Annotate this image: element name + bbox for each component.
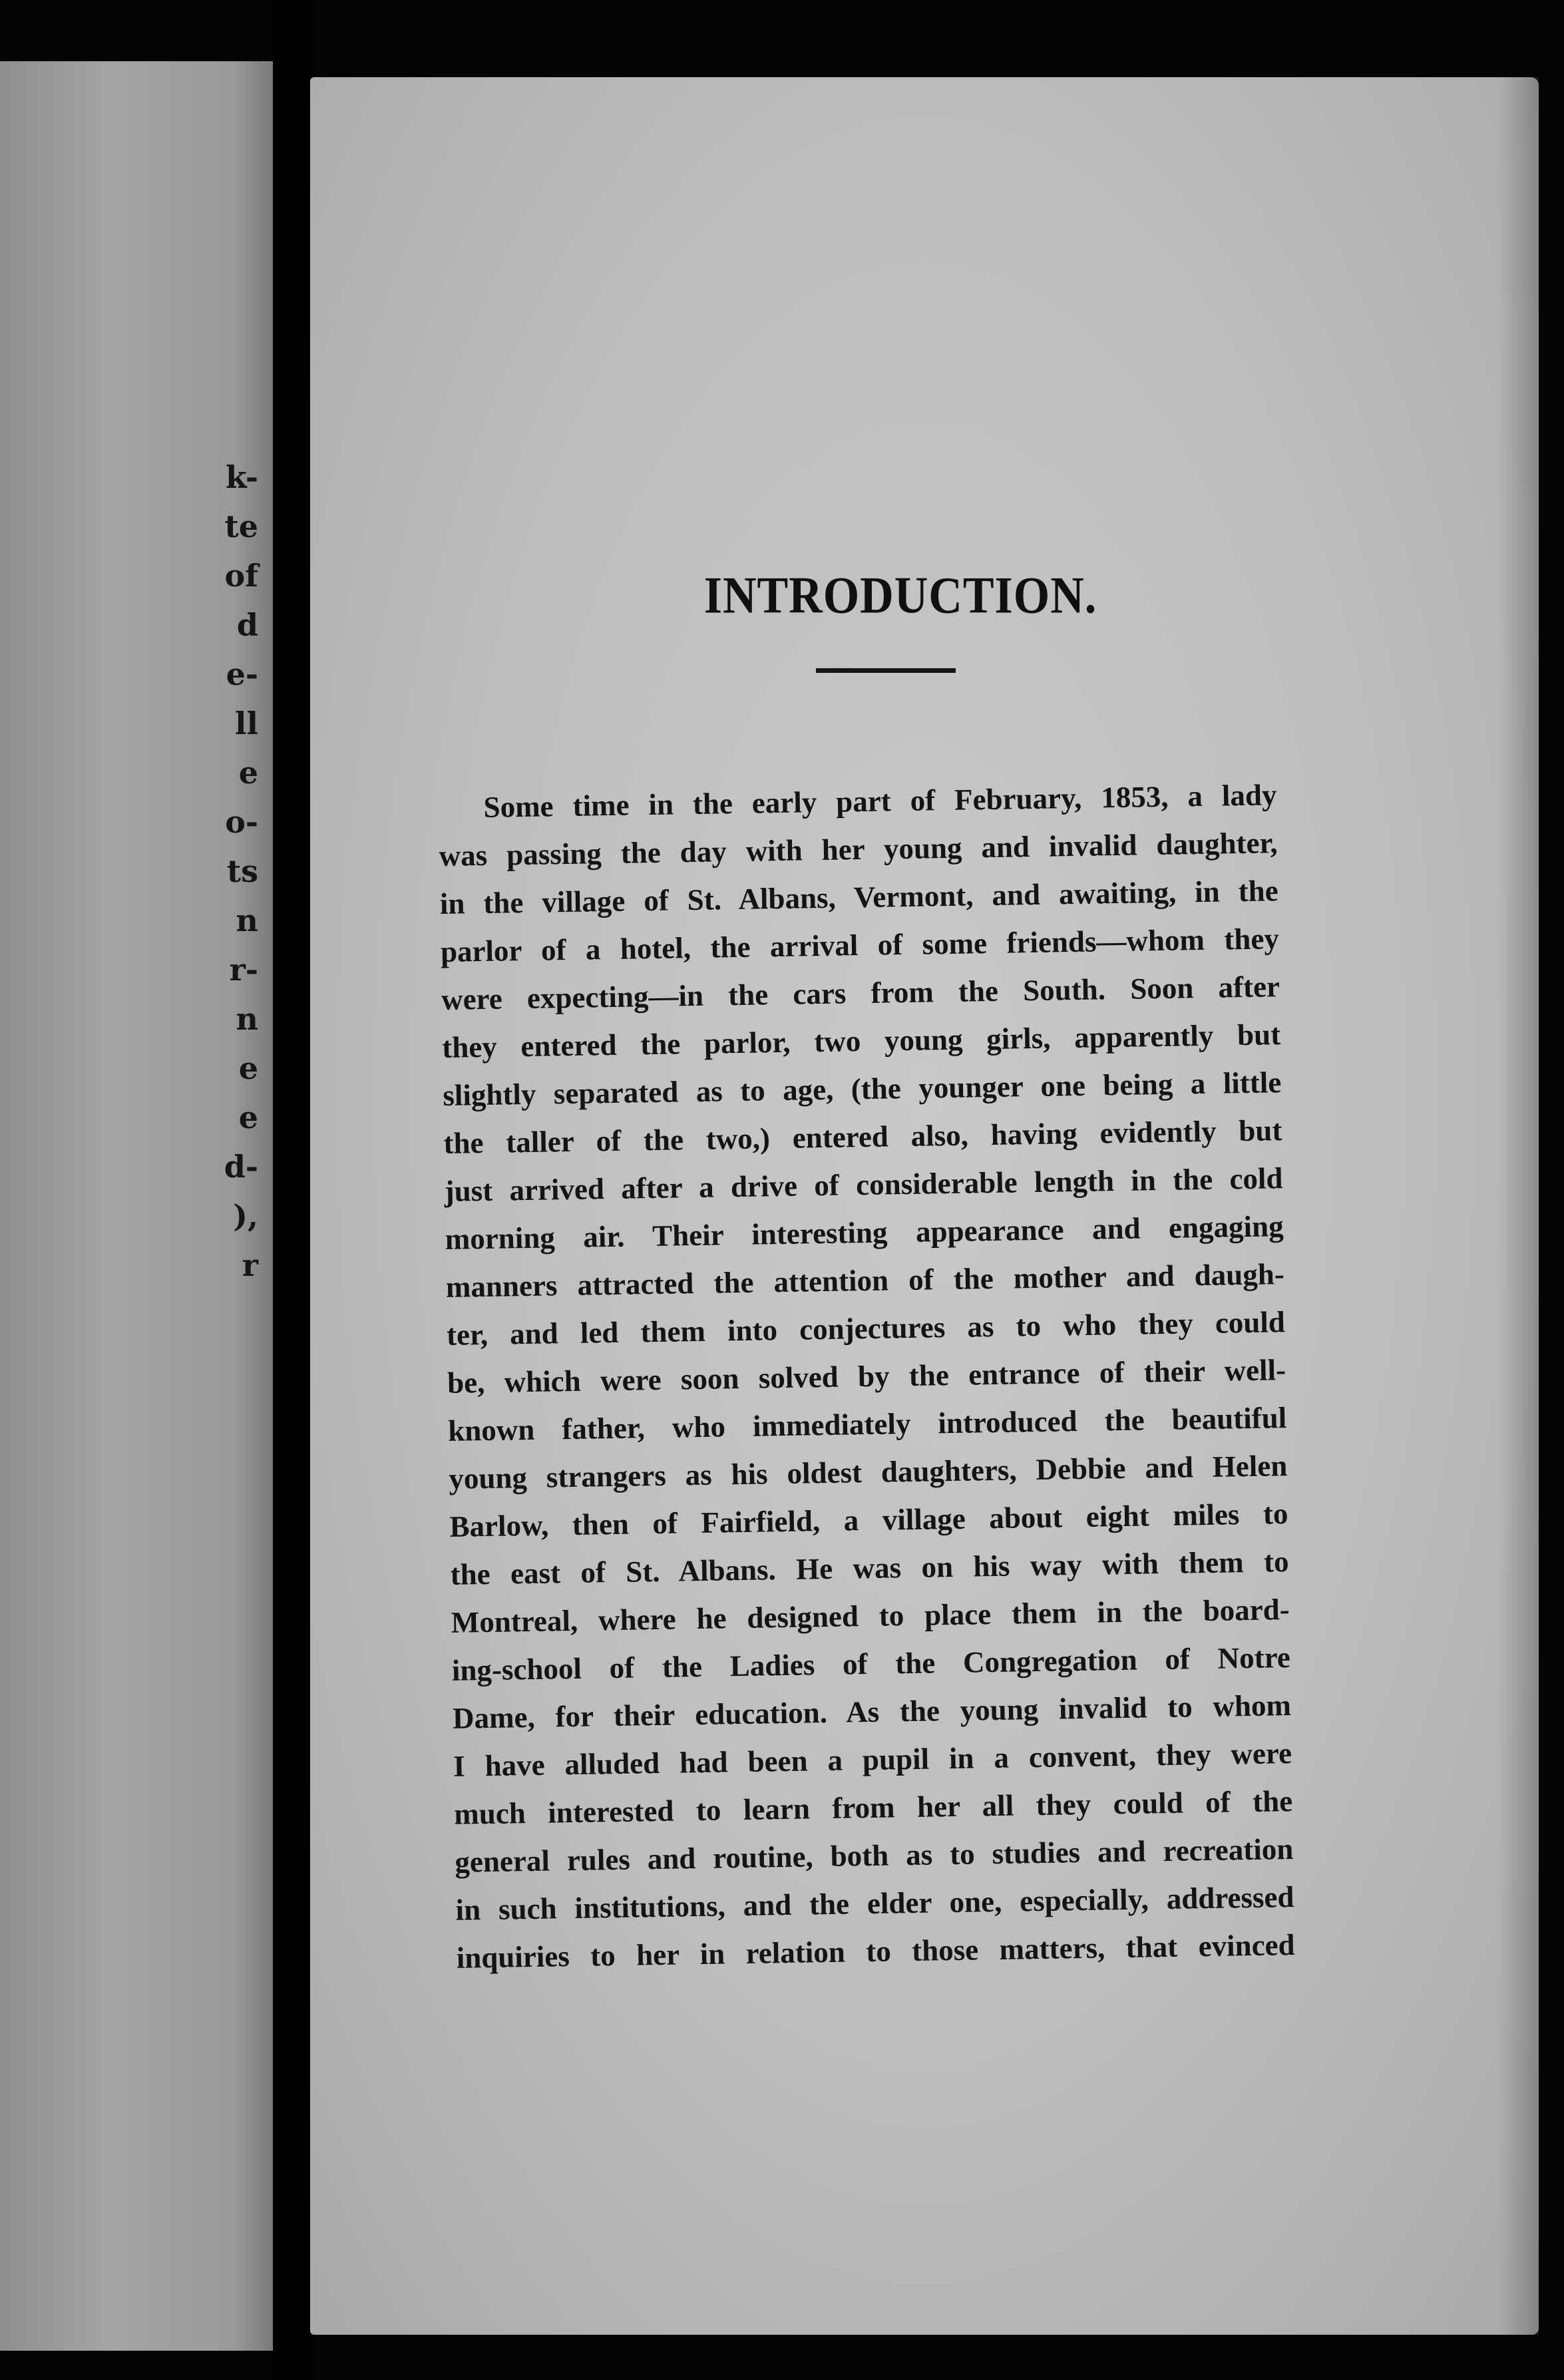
left-fragment: e [238, 755, 258, 791]
text-line: Montreal, where he designed to place them in the board- [451, 1593, 1290, 1639]
left-page-fragment [0, 61, 273, 2351]
left-fragment: te [224, 508, 258, 544]
right-page [310, 77, 1539, 2335]
page-title: INTRODUCTION. [703, 567, 1097, 625]
left-fragment: r- [229, 952, 258, 988]
left-fragment: d [236, 607, 258, 643]
text-line: ing-school of the Ladies of the Congregation of Notre [451, 1641, 1291, 1687]
text-line: was passing the day with her young and invalid daughter, [439, 826, 1278, 873]
left-fragment: ts [226, 853, 258, 889]
text-line: the east of St. Albans. He was on his way with them to [450, 1545, 1289, 1591]
left-fragment: of [224, 558, 258, 594]
text-line: known father, who immediately introduced the beautiful [447, 1401, 1287, 1448]
text-line: Some time in the early part of February, 1853, a lady [483, 778, 1277, 824]
left-fragment: r [242, 1247, 258, 1283]
text-line: young strangers as his oldest daughters, Debbie and Helen [449, 1449, 1288, 1495]
text-line: much interested to learn from her all they could of the [453, 1784, 1293, 1831]
text-line: inquiries to her in relation to those matters, that evinced [456, 1927, 1295, 1975]
title-rule [816, 668, 956, 673]
book-gutter [273, 0, 315, 2380]
text-line: I have alluded had been a pupil in a convent, they were [453, 1736, 1292, 1783]
left-fragment: e- [226, 656, 258, 692]
left-fragment: e [238, 1099, 258, 1135]
text-line: morning air. Their interesting appearance and engaging [445, 1209, 1284, 1256]
text-line: parlor of a hotel, the arrival of some friends—whom they [440, 922, 1280, 968]
left-fragment: e [238, 1050, 258, 1086]
text-line: Dame, for their education. As the young invalid to whom [452, 1688, 1292, 1735]
text-line: in such institutions, and the elder one, especially, addressed [455, 1880, 1294, 1927]
text-line: be, which were soon solved by the entrance of their well- [447, 1353, 1286, 1400]
text-line: the taller of the two,) entered also, having evidently but [443, 1113, 1282, 1160]
text-line: Barlow, then of Fairfield, a village about eight miles to [449, 1497, 1288, 1543]
text-line: manners attracted the attention of the mother and daugh- [445, 1257, 1285, 1304]
text-line: they entered the parlor, two young girls, apparently but [441, 1018, 1281, 1064]
text-line: in the village of St. Albans, Vermont, and awaiting, in the [439, 874, 1279, 920]
left-fragment: ll [235, 705, 258, 741]
text-line: general rules and routine, both as to studies and recreation [455, 1832, 1294, 1879]
left-fragment: n [236, 902, 258, 938]
left-page-line-endings [0, 61, 273, 2351]
left-fragment: o- [225, 804, 258, 840]
left-fragment: d- [224, 1149, 258, 1185]
text-line: slightly separated as to age, (the younger one being a little [442, 1066, 1282, 1112]
text-line: just arrived after a drive of considerable length in the cold [444, 1161, 1283, 1208]
left-fragment: ), [233, 1198, 258, 1234]
left-fragment: n [236, 1001, 258, 1037]
text-line: ter, and led them into conjectures as to who they could [446, 1305, 1286, 1352]
body-text [438, 771, 1295, 1982]
page-edge-shadow [1499, 77, 1539, 2335]
left-fragment: k- [225, 459, 258, 495]
text-line: were expecting—in the cars from the South. Soon after [441, 970, 1280, 1016]
